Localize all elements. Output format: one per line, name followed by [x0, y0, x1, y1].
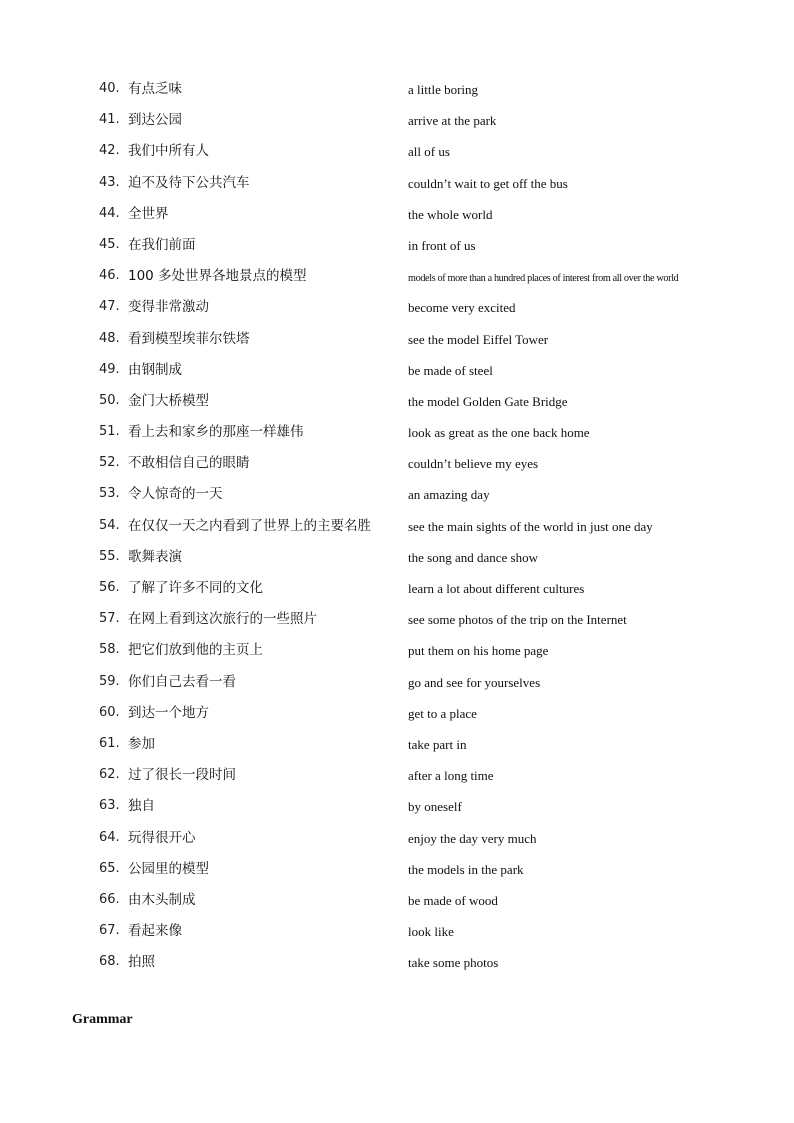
phrase-chinese: 我们中所有人 [128, 143, 209, 160]
phrase-chinese: 看上去和家乡的那座一样雄伟 [128, 424, 304, 441]
phrase-english: enjoy the day very much [408, 830, 537, 846]
phrase-chinese: 全世界 [128, 205, 169, 222]
phrase-english: the whole world [408, 206, 493, 222]
phrase-number: 58. [99, 642, 120, 658]
phrase-row [0, 417, 794, 448]
phrase-chinese: 100 多处世界各地景点的模型 [128, 268, 307, 285]
phrase-row [0, 105, 794, 136]
phrase-row [0, 542, 794, 573]
phrase-english: take some photos [408, 955, 499, 971]
phrase-chinese: 变得非常激动 [128, 299, 209, 316]
phrase-english: all of us [408, 144, 450, 160]
phrase-english: couldn’t believe my eyes [408, 456, 539, 472]
phrase-english: see the model Eiffel Tower [408, 331, 549, 347]
phrase-english: an amazing day [408, 487, 490, 503]
phrase-row [0, 729, 794, 760]
phrase-number: 59. [99, 673, 120, 689]
phrase-number: 43. [99, 174, 120, 190]
phrase-row [0, 885, 794, 916]
phrase-number: 61. [99, 735, 120, 751]
phrase-chinese: 由钢制成 [128, 361, 182, 378]
phrase-number: 47. [99, 299, 120, 315]
phrase-number: 56. [99, 580, 120, 595]
phrase-number: 53. [99, 486, 120, 502]
phrase-number: 66. [99, 891, 120, 907]
phrase-english: the models in the park [408, 861, 524, 877]
phrase-row [0, 261, 794, 292]
phrase-number: 57. [99, 611, 120, 627]
phrase-number: 52. [99, 455, 120, 471]
phrase-number: 55. [99, 548, 120, 564]
phrase-chinese: 看到模型埃菲尔铁塔 [128, 330, 250, 347]
phrase-chinese: 看起来像 [128, 923, 182, 940]
phrase-english: get to a place [408, 705, 477, 721]
phrase-number: 48. [99, 330, 120, 346]
phrase-chinese: 令人惊奇的一天 [128, 486, 223, 503]
phrase-chinese: 拍照 [128, 954, 155, 971]
phrase-row [0, 168, 794, 199]
phrase-row [0, 854, 794, 885]
phrase-english: take part in [408, 736, 467, 752]
phrase-row [0, 947, 794, 978]
phrase-english: see some photos of the trip on the Internet [408, 612, 627, 628]
phrase-row [0, 573, 794, 604]
phrase-chinese: 参加 [128, 735, 155, 752]
phrase-chinese: 在仅仅一天之内看到了世界上的主要名胜 [128, 517, 371, 534]
phrase-row [0, 386, 794, 417]
phrase-number: 54. [99, 517, 120, 533]
phrase-english: go and see for yourselves [408, 674, 541, 690]
phrase-number: 41. [99, 112, 120, 128]
phrase-row [0, 916, 794, 947]
phrase-chinese: 金门大桥模型 [128, 392, 209, 409]
phrase-english: learn a lot about different cultures [408, 581, 585, 596]
phrase-english: couldn’t wait to get off the bus [408, 175, 568, 191]
phrase-number: 50. [99, 392, 120, 408]
phrase-chinese: 迫不及待下公共汽车 [128, 174, 250, 191]
phrase-english: a little boring [408, 82, 479, 97]
phrase-row [0, 230, 794, 261]
phrase-chinese: 把它们放到他的主页上 [128, 642, 263, 659]
phrase-number: 63. [99, 798, 120, 814]
phrase-chinese: 你们自己去看一看 [128, 673, 236, 690]
phrase-number: 42. [99, 143, 120, 159]
phrase-row [0, 479, 794, 510]
phrase-english: the model Golden Gate Bridge [408, 393, 568, 409]
phrase-row [0, 136, 794, 167]
phrase-english: models of more than a hundred places of interest from all over the world [408, 273, 679, 285]
phrase-row [0, 791, 794, 822]
phrase-number: 44. [99, 205, 120, 221]
phrase-number: 64. [99, 829, 120, 845]
phrase-number: 51. [99, 424, 120, 440]
phrase-english: by oneself [408, 799, 462, 815]
phrase-chinese: 在网上看到这次旅行的一些照片 [128, 611, 317, 628]
phrase-number: 62. [99, 767, 120, 783]
phrase-chinese: 到达一个地方 [128, 704, 209, 721]
phrase-chinese: 公园里的模型 [128, 860, 209, 877]
phrase-chinese: 独自 [128, 798, 155, 815]
phrase-chinese: 有点乏味 [128, 81, 182, 97]
phrase-number: 45. [99, 236, 120, 252]
phrase-row [0, 635, 794, 666]
phrase-chinese: 由木头制成 [128, 891, 196, 908]
phrase-number: 60. [99, 704, 120, 720]
phrase-english: arrive at the park [408, 113, 497, 129]
phrase-number: 40. [99, 81, 120, 96]
phrase-row [0, 74, 794, 105]
phrase-english: be made of steel [408, 362, 493, 378]
phrase-row [0, 823, 794, 854]
phrase-row [0, 199, 794, 230]
phrase-list [0, 74, 794, 978]
phrase-chinese: 不敢相信自己的眼睛 [128, 455, 250, 472]
phrase-row [0, 760, 794, 791]
phrase-english: put them on his home page [408, 643, 549, 659]
phrase-english: become very excited [408, 300, 516, 316]
phrase-english: be made of wood [408, 892, 498, 908]
phrase-english: look like [408, 924, 454, 940]
phrase-number: 65. [99, 860, 120, 876]
phrase-row [0, 355, 794, 386]
phrase-number: 46. [99, 268, 120, 284]
phrase-english: the song and dance show [408, 549, 538, 565]
phrase-number: 68. [99, 954, 120, 970]
phrase-english: in front of us [408, 237, 476, 253]
phrase-row [0, 511, 794, 542]
phrase-row [0, 292, 794, 323]
phrase-chinese: 在我们前面 [128, 236, 196, 253]
phrase-number: 67. [99, 923, 120, 939]
phrase-chinese: 歌舞表演 [128, 548, 182, 565]
phrase-chinese: 了解了许多不同的文化 [128, 580, 263, 596]
phrase-row [0, 604, 794, 635]
phrase-row [0, 667, 794, 698]
section-heading-grammar: Grammar [72, 1012, 133, 1027]
phrase-english: after a long time [408, 768, 494, 784]
phrase-chinese: 玩得很开心 [128, 829, 196, 846]
phrase-row [0, 324, 794, 355]
phrase-number: 49. [99, 361, 120, 377]
phrase-row [0, 448, 794, 479]
phrase-row [0, 698, 794, 729]
phrase-chinese: 过了很长一段时间 [128, 767, 236, 784]
phrase-chinese: 到达公园 [128, 112, 182, 129]
phrase-english: see the main sights of the world in just one day [408, 518, 653, 534]
phrase-english: look as great as the one back home [408, 425, 590, 441]
